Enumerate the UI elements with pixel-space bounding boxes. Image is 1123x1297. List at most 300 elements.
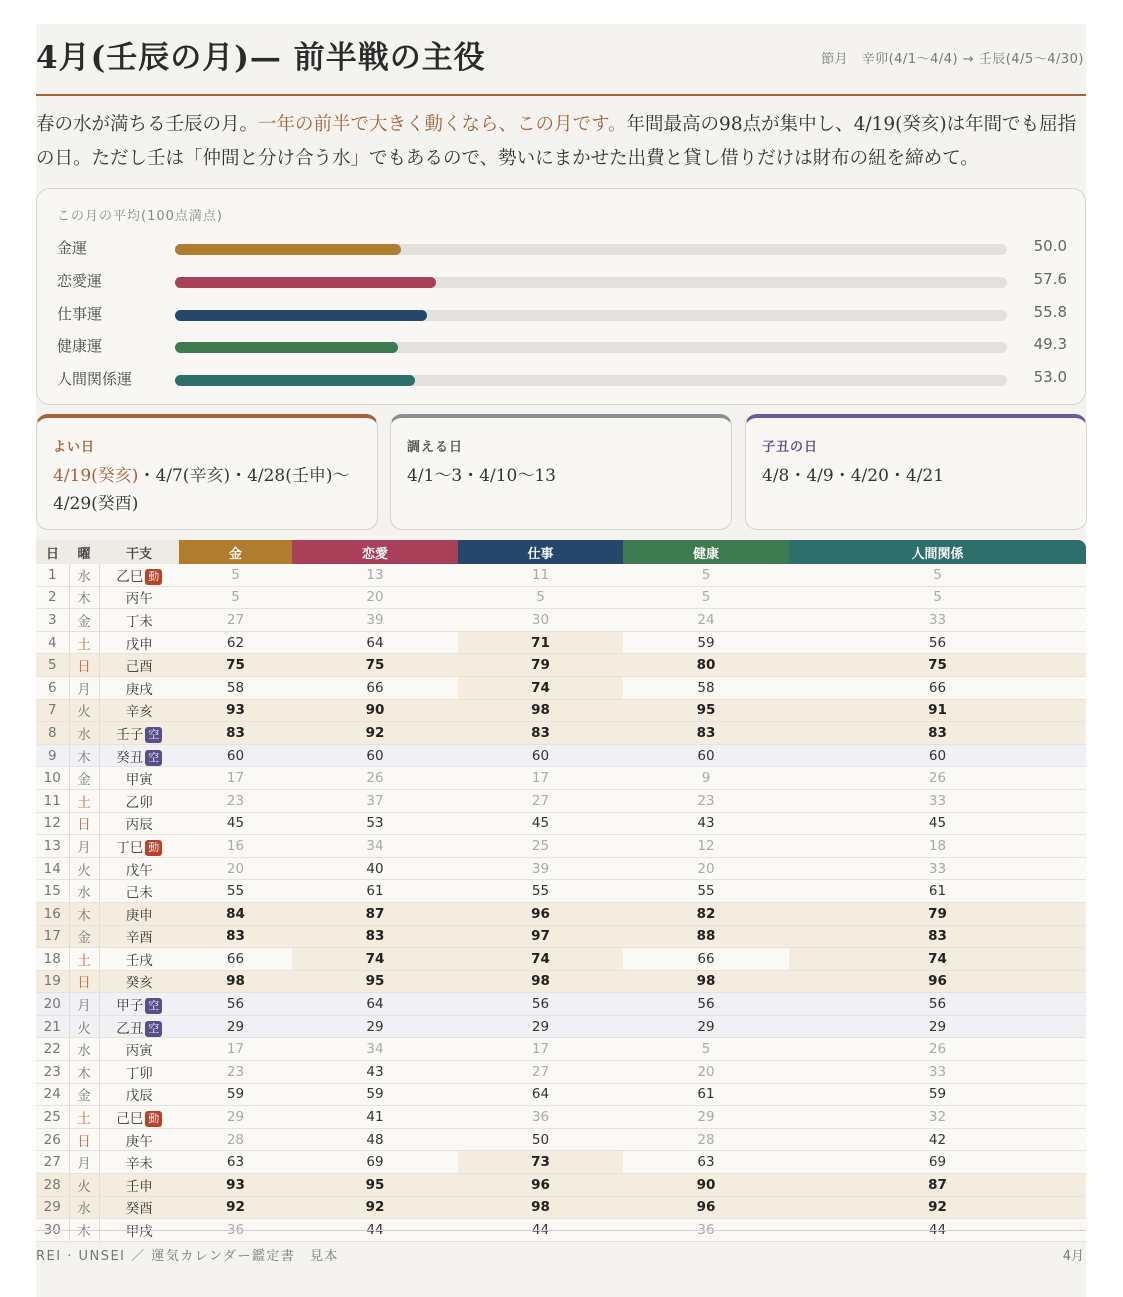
cell-work: 98 [458,970,623,993]
cell-day: 5 [36,654,69,677]
cell-money: 28 [179,1128,292,1151]
cell-money: 75 [179,654,292,677]
cell-kanshi [99,564,179,586]
kanshi-text: 庚午 [125,1133,153,1150]
cell-love: 29 [292,1015,458,1038]
cell-kanshi [99,1083,179,1106]
cell-day: 6 [36,676,69,699]
cell-money: 45 [179,812,292,835]
cell-relations: 92 [789,1196,1086,1219]
cell-day: 2 [36,586,69,609]
cell-weekday: 水 [69,880,99,903]
average-value: 50.0 [1033,237,1067,255]
average-row [57,270,1067,294]
cell-money: 23 [179,1061,292,1084]
cell-relations: 33 [789,789,1086,812]
cell-kanshi [99,1151,179,1174]
cell-weekday: 木 [69,586,99,609]
cell-day: 20 [36,993,69,1016]
cell-kanshi [99,1106,179,1129]
cell-relations: 18 [789,835,1086,858]
cell-money: 93 [179,1174,292,1197]
table-row [36,586,1086,609]
kanshi-text: 壬戌 [125,952,153,969]
cell-money: 98 [179,970,292,993]
cell-relations: 33 [789,609,1086,632]
void-badge: 空 [145,750,162,766]
cell-love: 26 [292,767,458,790]
cell-health: 98 [623,970,789,993]
table-row [36,676,1086,699]
cell-love: 83 [292,925,458,948]
cell-kanshi [99,1038,179,1061]
cell-weekday: 月 [69,993,99,1016]
average-bar-track [175,342,1007,353]
cell-weekday: 日 [69,812,99,835]
cell-kanshi [99,744,179,767]
cell-health: 29 [623,1106,789,1129]
table-row [36,948,1086,971]
cell-health: 29 [623,1015,789,1038]
cell-work: 50 [458,1128,623,1151]
cell-work: 96 [458,1174,623,1197]
table-row [36,857,1086,880]
cell-work: 36 [458,1106,623,1129]
cell-health: 20 [623,857,789,880]
page-header [36,24,1086,96]
cell-work: 27 [458,1061,623,1084]
table-row [36,1196,1086,1219]
cell-weekday: 金 [69,609,99,632]
cell-day: 16 [36,902,69,925]
cell-day: 13 [36,835,69,858]
cell-weekday: 金 [69,925,99,948]
move-badge: 動 [145,1111,162,1127]
lead-paragraph [36,108,1086,176]
cell-health: 82 [623,902,789,925]
daily-fortune-table [36,540,1086,1242]
good-days-title: よい日 [53,440,96,455]
kanshi-text: 壬子 [116,726,144,743]
cell-love: 74 [292,948,458,971]
cell-relations: 42 [789,1128,1086,1151]
cell-day: 8 [36,722,69,745]
cell-kanshi [99,631,179,654]
cell-weekday: 火 [69,1015,99,1038]
kanshi-text: 丁巳 [116,839,144,856]
cell-kanshi [99,970,179,993]
cell-money: 23 [179,789,292,812]
table-row [36,654,1086,677]
cell-love: 37 [292,789,458,812]
col-header-relations: 人間関係 [789,540,1086,564]
cell-kanshi [99,789,179,812]
table-row [36,925,1086,948]
cell-health: 95 [623,699,789,722]
cell-weekday: 木 [69,1061,99,1084]
cell-love: 69 [292,1151,458,1174]
table-row [36,1061,1086,1084]
cell-love: 34 [292,835,458,858]
cell-kanshi [99,1196,179,1219]
average-bar-fill [175,375,415,386]
average-label: 健康運 [57,337,103,356]
table-row [36,1083,1086,1106]
cell-weekday: 水 [69,722,99,745]
cell-day: 19 [36,970,69,993]
average-caption: この月の平均(100点満点) [57,209,223,224]
cell-love: 92 [292,1196,458,1219]
cell-health: 36 [623,1219,789,1242]
average-bar-track [175,375,1007,386]
cell-weekday: 金 [69,767,99,790]
cell-work: 30 [458,609,623,632]
cell-work: 5 [458,586,623,609]
cell-money: 5 [179,586,292,609]
cell-relations: 96 [789,970,1086,993]
kanshi-text: 辛亥 [125,704,153,721]
cell-work: 29 [458,1015,623,1038]
page-footer [36,1230,1086,1271]
cell-weekday: 土 [69,631,99,654]
cell-kanshi [99,857,179,880]
cell-love: 95 [292,970,458,993]
cell-relations: 29 [789,1015,1086,1038]
cell-work: 64 [458,1083,623,1106]
cell-love: 66 [292,676,458,699]
cell-weekday: 金 [69,1083,99,1106]
cell-kanshi [99,925,179,948]
kanshi-text: 丙辰 [125,817,153,834]
lead-highlight: 一年の前半で大きく動くなら、この月です。 [258,114,627,135]
average-bar-fill [175,310,427,321]
cell-day: 14 [36,857,69,880]
cell-day: 28 [36,1174,69,1197]
table-row [36,609,1086,632]
cell-weekday: 木 [69,1219,99,1242]
table-row [36,812,1086,835]
cell-money: 17 [179,1038,292,1061]
cell-love: 75 [292,654,458,677]
cell-weekday: 月 [69,835,99,858]
cell-day: 30 [36,1219,69,1242]
kanshi-text: 庚戌 [125,681,153,698]
cell-relations: 56 [789,993,1086,1016]
average-value: 49.3 [1033,335,1067,354]
cell-love: 92 [292,722,458,745]
cell-day: 17 [36,925,69,948]
cell-love: 41 [292,1106,458,1129]
table-row [36,1015,1086,1038]
table-row [36,699,1086,722]
table-row [36,1174,1086,1197]
cell-relations: 83 [789,925,1086,948]
footer-brand: REI · UNSEI ／ 運気カレンダー鑑定書 見本 [36,1249,339,1264]
cell-love: 59 [292,1083,458,1106]
cell-health: 60 [623,744,789,767]
cell-day: 12 [36,812,69,835]
cell-love: 87 [292,902,458,925]
cell-weekday: 月 [69,1151,99,1174]
cell-health: 56 [623,993,789,1016]
cell-work: 96 [458,902,623,925]
kanshi-text: 己未 [125,885,153,902]
cell-money: 93 [179,699,292,722]
cell-health: 5 [623,564,789,586]
cell-weekday: 水 [69,1196,99,1219]
average-bar-track [175,310,1007,321]
cell-health: 83 [623,722,789,745]
cell-money: 29 [179,1015,292,1038]
kanshi-text: 癸亥 [125,975,153,992]
kanshi-text: 丁未 [125,613,153,630]
cell-kanshi [99,1015,179,1038]
move-badge: 動 [145,840,162,856]
average-value: 55.8 [1033,302,1067,321]
cell-relations: 5 [789,586,1086,609]
cell-work: 17 [458,767,623,790]
cell-relations: 91 [789,699,1086,722]
cell-love: 48 [292,1128,458,1151]
cell-work: 45 [458,812,623,835]
cell-weekday: 土 [69,789,99,812]
cell-weekday: 火 [69,699,99,722]
cell-kanshi [99,835,179,858]
cell-relations: 69 [789,1151,1086,1174]
kanshi-text: 甲戌 [125,1224,153,1241]
cell-day: 15 [36,880,69,903]
cell-relations: 44 [789,1219,1086,1242]
table-row [36,631,1086,654]
table-row [36,1038,1086,1061]
table-row [36,722,1086,745]
cell-work: 60 [458,744,623,767]
kanshi-text: 乙卯 [125,794,153,811]
kanshi-text: 丁卯 [125,1065,153,1082]
cell-work: 71 [458,631,623,654]
cell-kanshi [99,880,179,903]
cell-love: 53 [292,812,458,835]
cell-work: 74 [458,676,623,699]
table-row [36,564,1086,586]
cell-weekday: 木 [69,902,99,925]
average-value: 57.6 [1033,269,1067,288]
table-row [36,1128,1086,1151]
cell-love: 64 [292,631,458,654]
cell-work: 25 [458,835,623,858]
col-header-love: 恋愛 [292,540,458,564]
kanshi-text: 戊申 [125,636,153,653]
kanshi-text: 乙巳 [116,568,144,585]
good-days-rest: ・4/7(辛亥)・4/28(壬申)〜4/29(癸酉) [53,466,350,514]
cell-money: 16 [179,835,292,858]
cell-relations: 75 [789,654,1086,677]
cell-day: 27 [36,1151,69,1174]
kanshi-text: 己酉 [125,659,153,676]
average-label: 人間関係運 [57,370,133,389]
kanshi-text: 癸酉 [125,1201,153,1218]
cell-money: 66 [179,948,292,971]
cell-day: 23 [36,1061,69,1084]
col-header-day: 日 [36,540,69,564]
cell-kanshi [99,654,179,677]
cell-love: 44 [292,1219,458,1242]
cell-love: 64 [292,993,458,1016]
table-row [36,1151,1086,1174]
cell-day: 24 [36,1083,69,1106]
cell-money: 60 [179,744,292,767]
monthly-average-panel [36,188,1086,405]
cell-day: 3 [36,609,69,632]
cell-kanshi [99,722,179,745]
cell-relations: 56 [789,631,1086,654]
cell-weekday: 日 [69,970,99,993]
kanshi-text: 己巳 [116,1111,144,1128]
cell-relations: 26 [789,1038,1086,1061]
cell-money: 5 [179,564,292,586]
kanshi-text: 丙寅 [125,1043,153,1060]
cell-health: 43 [623,812,789,835]
cell-health: 9 [623,767,789,790]
cell-money: 62 [179,631,292,654]
adjust-days-title: 調える日 [407,440,464,455]
average-row [57,368,1067,392]
cell-money: 56 [179,993,292,1016]
cell-work: 98 [458,1196,623,1219]
cell-relations: 79 [789,902,1086,925]
table-row [36,789,1086,812]
table-row [36,970,1086,993]
cell-kanshi [99,676,179,699]
cell-weekday: 火 [69,1174,99,1197]
nene-ushi-days-body: 4/8・4/9・4/20・4/21 [762,466,945,486]
cell-kanshi [99,1128,179,1151]
cell-weekday: 火 [69,857,99,880]
cell-relations: 60 [789,744,1086,767]
cell-health: 5 [623,586,789,609]
table-row [36,880,1086,903]
cell-kanshi [99,812,179,835]
adjust-days-body: 4/1〜3・4/10〜13 [407,466,556,486]
average-bar-fill [175,277,436,288]
void-badge: 空 [145,1021,162,1037]
cell-kanshi [99,1174,179,1197]
cell-money: 63 [179,1151,292,1174]
cell-love: 43 [292,1061,458,1084]
cell-day: 9 [36,744,69,767]
cell-kanshi [99,586,179,609]
cell-kanshi [99,948,179,971]
cell-work: 27 [458,789,623,812]
cell-health: 63 [623,1151,789,1174]
cell-money: 20 [179,857,292,880]
cell-day: 7 [36,699,69,722]
kanshi-text: 辛未 [125,1156,153,1173]
cell-day: 18 [36,948,69,971]
good-days-body [53,462,363,518]
cell-day: 26 [36,1128,69,1151]
average-row [57,335,1067,359]
col-header-weekday: 曜 [69,540,99,564]
lead-text-1: 春の水が満ちる壬辰の月。 [36,114,259,135]
cell-day: 29 [36,1196,69,1219]
cell-relations: 87 [789,1174,1086,1197]
cell-money: 58 [179,676,292,699]
cell-money: 17 [179,767,292,790]
cell-money: 55 [179,880,292,903]
cell-day: 22 [36,1038,69,1061]
cell-weekday: 木 [69,744,99,767]
kanshi-text: 戊午 [125,862,153,879]
void-badge: 空 [145,727,162,743]
cell-love: 13 [292,564,458,586]
cell-relations: 32 [789,1106,1086,1129]
cell-money: 59 [179,1083,292,1106]
kanshi-text: 戊辰 [125,1088,153,1105]
table-row [36,993,1086,1016]
cell-kanshi [99,902,179,925]
cell-work: 11 [458,564,623,586]
cell-work: 56 [458,993,623,1016]
cell-relations: 83 [789,722,1086,745]
setsugetsu-note: 節月 辛卯(4/1〜4/4) → 壬辰(4/5〜4/30) [821,52,1084,67]
cell-day: 21 [36,1015,69,1038]
cell-kanshi [99,1061,179,1084]
cell-relations: 5 [789,564,1086,586]
cell-work: 97 [458,925,623,948]
void-badge: 空 [145,998,162,1014]
table-row [36,1106,1086,1129]
cell-health: 96 [623,1196,789,1219]
average-label: 恋愛運 [57,271,103,290]
cell-weekday: 水 [69,564,99,586]
cell-health: 20 [623,1061,789,1084]
cell-love: 40 [292,857,458,880]
col-header-health: 健康 [623,540,789,564]
cell-money: 29 [179,1106,292,1129]
kanshi-text: 甲子 [116,998,144,1015]
cell-day: 11 [36,789,69,812]
cell-day: 4 [36,631,69,654]
cell-work: 55 [458,880,623,903]
cell-love: 34 [292,1038,458,1061]
nene-ushi-days-title: 子丑の日 [762,440,819,455]
cell-day: 1 [36,564,69,586]
average-bar-fill [175,342,398,353]
good-days-card [36,414,378,530]
cell-relations: 33 [789,857,1086,880]
cell-money: 27 [179,609,292,632]
cell-relations: 59 [789,1083,1086,1106]
average-bar-fill [175,244,401,255]
cell-love: 90 [292,699,458,722]
cell-work: 83 [458,722,623,745]
kanshi-text: 甲寅 [125,772,153,789]
cell-work: 74 [458,948,623,971]
cell-weekday: 日 [69,654,99,677]
average-label: 金運 [57,239,88,257]
cell-day: 10 [36,767,69,790]
average-bar-track [175,277,1007,288]
cell-health: 59 [623,631,789,654]
cell-kanshi [99,609,179,632]
cell-love: 20 [292,586,458,609]
cell-health: 80 [623,654,789,677]
cell-money: 84 [179,902,292,925]
cell-weekday: 土 [69,948,99,971]
kanshi-text: 庚申 [125,907,153,924]
cell-love: 39 [292,609,458,632]
